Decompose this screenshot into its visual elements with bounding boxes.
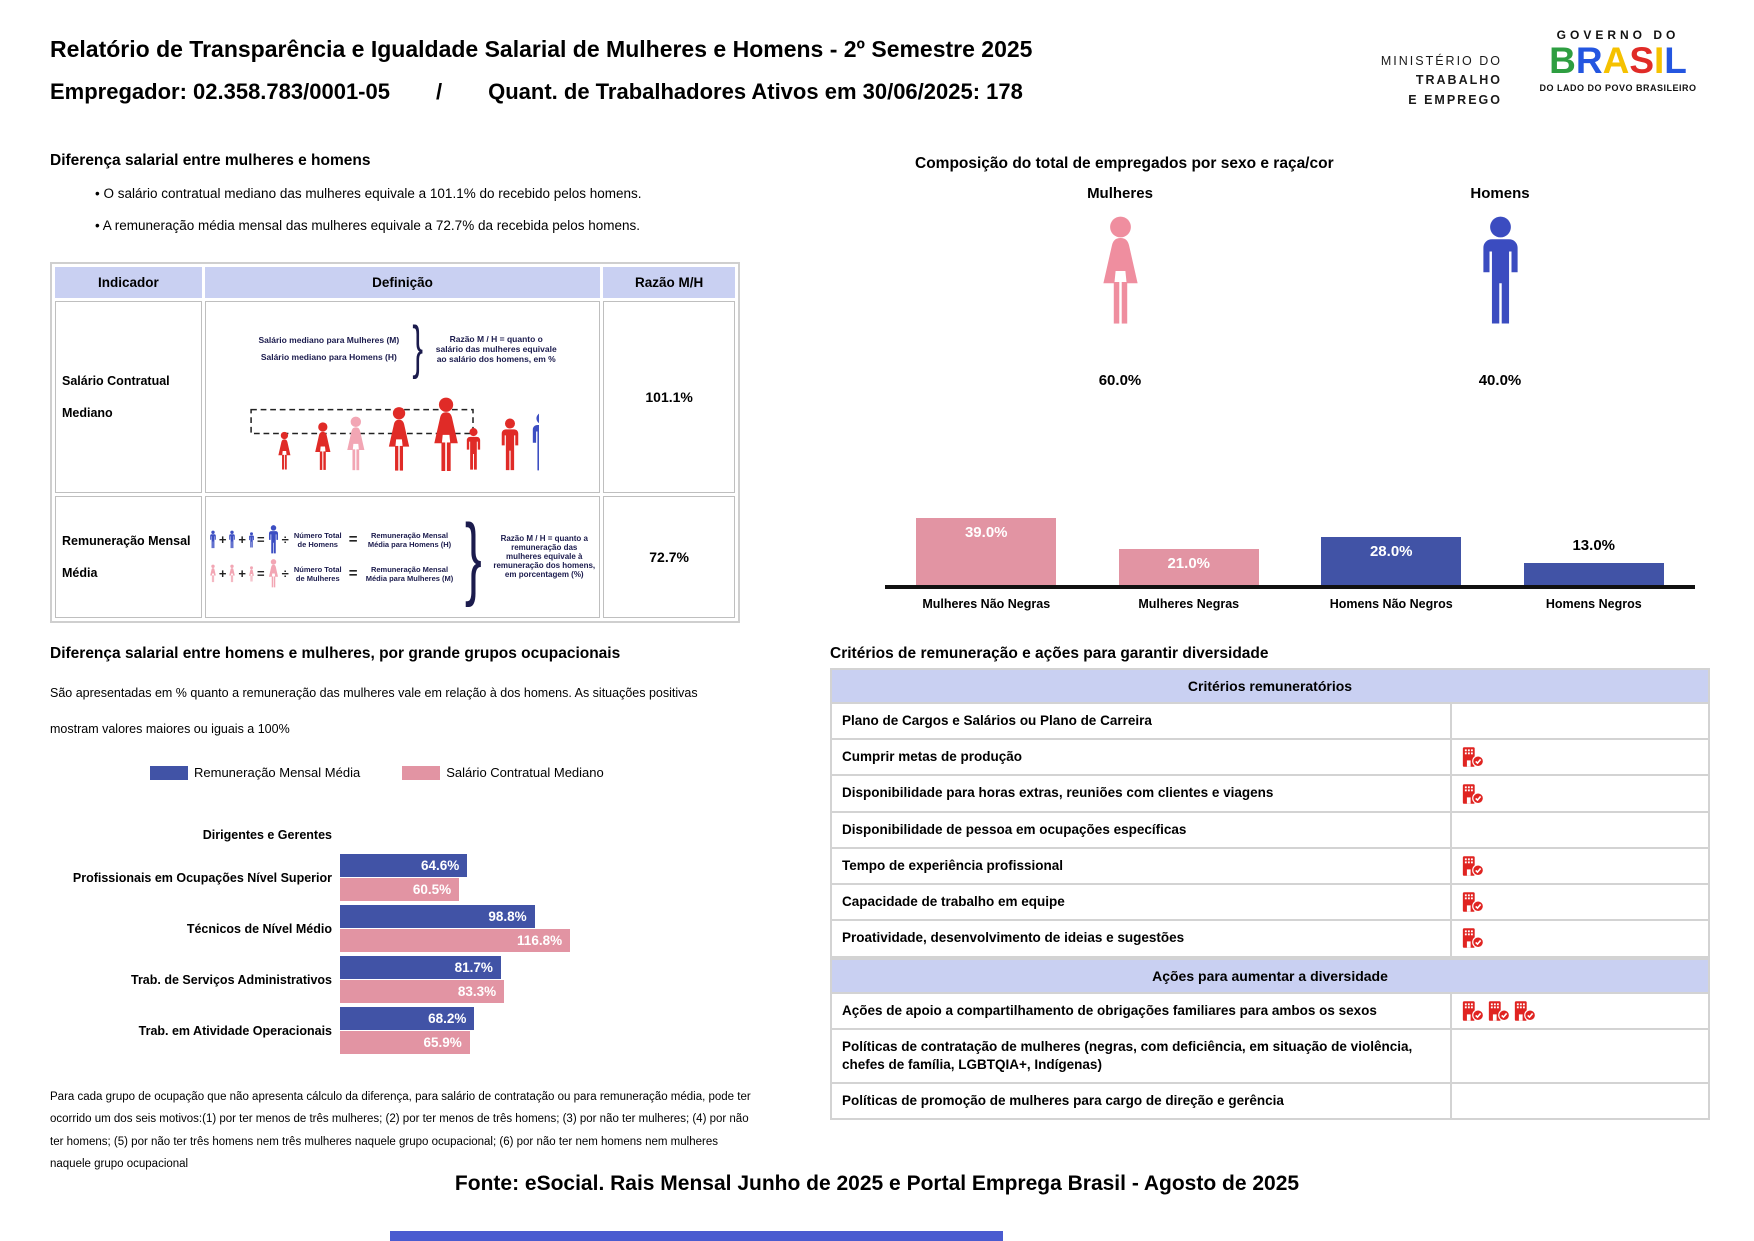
occupation-bar-pair — [340, 905, 570, 952]
building-check-icon — [1462, 927, 1484, 949]
description-line: São apresentadas em % quanto a remuneração das mulheres vale em relação à dos homens. As situações positivas — [50, 686, 698, 700]
race-bar — [1524, 536, 1664, 585]
ministry-line: TRABALHO — [1415, 73, 1502, 88]
building-check-icon — [1462, 746, 1484, 768]
criteria-check-icons — [1452, 1084, 1708, 1118]
woman-icon — [228, 564, 236, 583]
building-check-icon — [1514, 1000, 1536, 1022]
indicator-name: Remuneração Mensal Média — [55, 496, 202, 618]
salary-diff-bullets — [95, 186, 735, 250]
description-line: mostram valores maiores ou iguais a 100% — [50, 721, 290, 736]
criteria-label: Tempo de experiência profissional — [832, 849, 1452, 883]
big-woman-icon — [1000, 216, 1240, 326]
bullet-item: • O salário contratual mediano das mulheres equivale a 101.1% do recebido pelos homens. — [95, 186, 735, 201]
criteria-label: Políticas de promoção de mulheres para cargo de direção e gerência — [832, 1084, 1452, 1118]
criteria-label: Disponibilidade de pessoa em ocupações específicas — [832, 813, 1452, 847]
big-man-icon — [1380, 216, 1620, 326]
criteria-row — [830, 740, 1710, 776]
criteria-check-icons — [1452, 776, 1708, 810]
page-subtitle — [50, 79, 1023, 105]
race-category-labels — [885, 597, 1695, 611]
subtitle-separator: / — [435, 79, 443, 104]
col-header-definicao: Definição — [205, 267, 600, 298]
definition-diagram-mean — [205, 496, 600, 618]
man-icon — [248, 532, 255, 548]
employer-id: Empregador: 02.358.783/0001-05 — [50, 79, 390, 104]
ministry-line: MINISTÉRIO DO — [1380, 54, 1502, 68]
diagram-women-formula-row: + + = ÷ Número Total de Mulheres = Remuneração Mensal Média para Mulheres (M) — [209, 559, 458, 588]
diagram-label-median-women: Salário mediano para Mulheres (M) — [258, 335, 400, 345]
brace-glyph: } — [412, 315, 423, 381]
occupation-bar-pair — [340, 1007, 474, 1054]
ratio-value-median: 101.1% — [603, 301, 735, 493]
race-category-label: Mulheres Não Negras — [922, 597, 1051, 611]
criteria-label: Capacidade de trabalho em equipe — [832, 885, 1452, 919]
criteria-table — [830, 668, 1710, 1120]
woman-icon — [267, 559, 280, 588]
race-category-label: Homens Negros — [1545, 597, 1642, 611]
occupation-chart-row — [50, 956, 710, 1003]
race-category-label: Mulheres Negras — [1138, 597, 1240, 611]
male-percentage: 40.0% — [1478, 372, 1522, 389]
criteria-label: Ações de apoio a compartilhamento de obrigações familiares para ambos os sexos — [832, 994, 1452, 1028]
race-bar-value: 28.0% — [1369, 543, 1413, 561]
race-bars — [885, 420, 1695, 589]
female-label: Mulheres — [1087, 185, 1153, 202]
building-check-icon — [1462, 855, 1484, 877]
occupation-bar: 81.7% — [340, 956, 501, 979]
occupation-footnote: Para cada grupo de ocupação que não apresenta cálculo da diferença, para salário de contratação ou para remuneração média, pode ter ocorrido um dos seis motivos:(1) por ter menos de três mulheres; (2) por ter menos de três homens; (3) por não ter mulheres; (4) por não ter homens; (5) por não ter três homens nem três mulheres naquele grupo ocupacional; (6) por não ter nem homens nem mulheres naquele grupo ocupacional — [50, 1091, 751, 1171]
woman-icon — [209, 564, 217, 583]
race-category-label: Homens Não Negros — [1329, 597, 1453, 611]
man-icon — [209, 530, 217, 549]
formula-label: Número Total de Mulheres — [293, 564, 342, 583]
occupation-bar: 65.9% — [340, 1031, 470, 1054]
race-chart-slot — [1290, 537, 1493, 585]
occupation-chart-row — [50, 905, 710, 952]
male-label: Homens — [1470, 185, 1530, 202]
diagram-men-formula-row: + + = ÷ Número Total de Homens = Remuneração Mensal Média para Homens (H) — [209, 525, 458, 554]
composition-male-group — [1380, 185, 1620, 389]
gov-logo-letter: L — [1664, 40, 1687, 81]
diagram-label-median-men: Salário mediano para Homens (H) — [260, 352, 397, 362]
bullet-item: • A remuneração média mensal das mulheres equivale a 72.7% da recebida pelos homens. — [95, 218, 735, 233]
legend-swatch-pink — [402, 766, 440, 780]
race-bar — [1119, 549, 1259, 585]
gov-logo-top-text: GOVERNO DO — [1556, 28, 1680, 42]
occupation-bar: 68.2% — [340, 1007, 474, 1030]
female-percentage: 60.0% — [1098, 372, 1142, 389]
occupation-bar: 83.3% — [340, 980, 504, 1003]
criteria-row — [830, 1084, 1710, 1120]
gov-logo-letter: R — [1575, 40, 1603, 81]
criteria-label: Plano de Cargos e Salários ou Plano de Carreira — [832, 704, 1452, 738]
diagram-note: Razão M / H = quanto a remuneração das mulheres equivale à remuneração dos homens, em porcentagem (%) — [493, 534, 596, 580]
formula-label: Remuneração Mensal Média para Homens (H) — [367, 530, 452, 549]
ratio-value-mean: 72.7% — [603, 496, 735, 618]
active-workers-count: Quant. de Trabalhadores Ativos em 30/06/2025: 178 — [488, 79, 1023, 104]
indicator-table-header-row — [55, 267, 735, 298]
criteria-title: Critérios de remuneração e ações para garantir diversidade — [830, 645, 1269, 662]
legend-item-mensal-media — [150, 765, 360, 780]
criteria-check-icons — [1452, 921, 1708, 955]
criteria-label: Proatividade, desenvolvimento de ideias e sugestões — [832, 921, 1452, 955]
page-title: Relatório de Transparência e Igualdade Salarial de Mulheres e Homens - 2º Semestre 2025 — [50, 36, 1033, 62]
occupation-chart-row — [50, 828, 710, 842]
formula-label: Número Total de Homens — [293, 530, 342, 549]
criteria-check-icons — [1452, 813, 1708, 847]
salary-diff-title: Diferença salarial entre mulheres e homens — [50, 152, 371, 169]
criteria-check-icons — [1452, 849, 1708, 883]
source-footer: Fonte: eSocial. Rais Mensal Junho de 2025 e Portal Emprega Brasil - Agosto de 2025 — [454, 1172, 1300, 1195]
definition-diagram-median — [205, 301, 600, 493]
occupation-bar: 64.6% — [340, 854, 467, 877]
occupation-category-label: Profissionais em Ocupações Nível Superior — [72, 870, 332, 885]
occupation-category-label: Trab. em Atividade Operacionais — [138, 1023, 332, 1038]
race-bar-value: 21.0% — [1167, 555, 1211, 573]
gov-logo-letter: B — [1549, 40, 1576, 81]
criteria-row — [830, 704, 1710, 740]
race-bar — [1321, 537, 1461, 585]
ministry-logo — [1290, 52, 1502, 110]
occupation-chart-row — [50, 1007, 710, 1054]
table-row-remuneracao-media — [55, 496, 735, 618]
indicator-table — [50, 262, 740, 623]
gov-logo-tagline: DO LADO DO POVO BRASILEIRO — [1539, 82, 1697, 93]
occupation-chart-legend — [150, 765, 604, 780]
man-icon — [228, 530, 236, 549]
criteria-section-header: Ações para aumentar a diversidade — [830, 958, 1710, 994]
building-check-icon — [1488, 1000, 1510, 1022]
women-group — [278, 397, 457, 470]
occupation-category-label: Dirigentes e Gerentes — [202, 828, 332, 842]
col-header-indicador: Indicador — [55, 267, 202, 298]
composition-title: Composição do total de empregados por sexo e raça/cor — [915, 155, 1334, 172]
criteria-row — [830, 1030, 1710, 1084]
occupation-bar-pair — [340, 956, 504, 1003]
occupation-chart-row — [50, 854, 710, 901]
criteria-row — [830, 813, 1710, 849]
brace-glyph: } — [464, 505, 482, 608]
col-header-razao: Razão M/H — [603, 267, 735, 298]
legend-item-contratual-mediano — [402, 765, 604, 780]
building-check-icon — [1462, 783, 1484, 805]
gov-logo-letter: I — [1654, 40, 1665, 81]
formula-label: Remuneração Mensal Média para Mulheres (M) — [365, 564, 454, 583]
criteria-section-header: Critérios remuneratórios — [830, 668, 1710, 704]
legend-swatch-blue — [150, 766, 188, 780]
men-group — [467, 393, 539, 470]
government-brasil-logo — [1528, 28, 1708, 93]
criteria-check-icons — [1452, 885, 1708, 919]
criteria-label: Disponibilidade para horas extras, reuniões com clientes e viagens — [832, 776, 1452, 810]
occupation-category-label: Trab. de Serviços Administrativos — [131, 972, 332, 987]
gov-logo-letter: S — [1629, 40, 1654, 81]
criteria-check-icons — [1452, 994, 1708, 1028]
criteria-row — [830, 994, 1710, 1030]
median-people-diagram — [209, 375, 539, 471]
race-bar — [916, 518, 1056, 585]
building-check-icon — [1462, 1000, 1484, 1022]
criteria-row — [830, 921, 1710, 957]
criteria-row — [830, 776, 1710, 812]
occupation-category-label: Técnicos de Nível Médio — [186, 921, 332, 936]
building-check-icon — [1462, 891, 1484, 913]
criteria-check-icons — [1452, 1030, 1708, 1082]
race-composition-chart — [885, 420, 1695, 611]
occupation-description — [50, 676, 750, 747]
criteria-row — [830, 885, 1710, 921]
criteria-row — [830, 849, 1710, 885]
gov-logo-brasil-text — [1528, 42, 1708, 81]
occupation-bar-chart — [50, 820, 710, 1058]
man-icon — [267, 525, 280, 554]
composition-female-group — [1000, 185, 1240, 389]
legend-label: Remuneração Mensal Média — [194, 765, 361, 780]
indicator-name: Salário Contratual Mediano — [55, 301, 202, 493]
race-bar-value: 39.0% — [964, 524, 1008, 542]
gov-logo-letter: A — [1602, 40, 1630, 81]
woman-icon — [248, 566, 255, 582]
occupation-bar: 116.8% — [340, 929, 570, 952]
ministry-line: E EMPREGO — [1408, 92, 1502, 107]
occupation-bar: 98.8% — [340, 905, 535, 928]
race-chart-slot — [885, 518, 1088, 585]
table-row-salario-mediano — [55, 301, 735, 493]
occupation-bar-pair — [340, 854, 467, 901]
criteria-label: Cumprir metas de produção — [832, 740, 1452, 774]
criteria-label: Políticas de contratação de mulheres (negras, com deficiência, em situação de violência, chefes de família, LGBTQIA+, Indígenas) — [832, 1030, 1452, 1082]
race-chart-slot — [1088, 549, 1291, 585]
race-chart-slot — [1493, 536, 1696, 585]
legend-label: Salário Contratual Mediano — [446, 765, 604, 780]
diagram-note: Razão M / H = quanto o salário das mulheres equivale ao salário dos homens, em % — [435, 333, 557, 364]
occupation-section-title: Diferença salarial entre homens e mulheres, por grande grupos ocupacionais — [50, 645, 621, 662]
race-bar-value: 13.0% — [1572, 536, 1616, 554]
bottom-blue-bar — [390, 1231, 1003, 1241]
criteria-check-icons — [1452, 704, 1708, 738]
criteria-check-icons — [1452, 740, 1708, 774]
occupation-bar: 60.5% — [340, 878, 459, 901]
